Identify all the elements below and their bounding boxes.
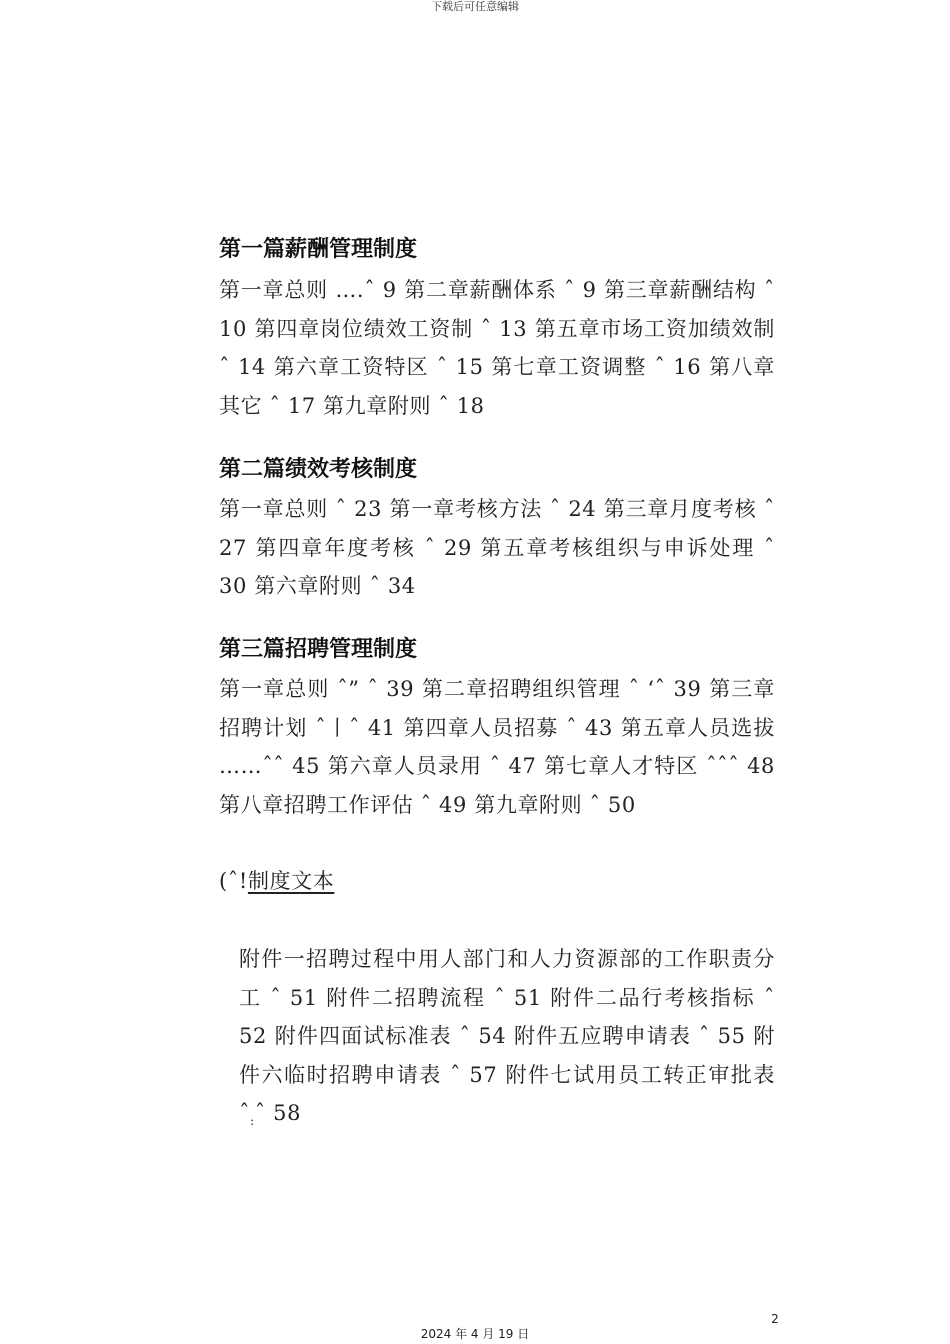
appendix-text-end: ˆ 58	[254, 1101, 302, 1125]
document-text-link[interactable]: 制度文本	[247, 869, 335, 893]
page-number: 2	[771, 1312, 779, 1326]
document-text-prefix: (ˆ!	[219, 869, 248, 893]
appendix-sub-mark: :	[250, 1114, 255, 1129]
toc-recruitment-chapters: 第一章总则 ˆ” ˆ 39 第二章招聘组织管理 ˆ ‘ˆ 39 第三章招聘计划 ˆ丨ˆ 41 第四章人员招募 ˆ 43 第五章人员选拔 ……ˆˆ 45 第六章人员录用 ˆ 47 第七章人才特区 ˆˆˆ 48 第八章招聘工作评估 ˆ 49 第九章附则 ˆ 50	[219, 677, 775, 817]
toc-appendix-list	[239, 940, 775, 1141]
section-title-salary: 第一篇薪酬管理制度	[219, 237, 418, 262]
page-header: 下载后可任意编辑	[431, 0, 519, 13]
document-text-line	[219, 866, 334, 896]
section-title-recruitment: 第三篇招聘管理制度	[219, 637, 418, 662]
toc-salary-chapters: 第一章总则 ….ˆ 9 第二章薪酬体系 ˆ 9 第三章薪酬结构 ˆ 10 第四章岗位绩效工资制 ˆ 13 第五章市场工资加绩效制 ˆ 14 第六章工资特区 ˆ 15 第七章工资调整 ˆ 16 第八章其它 ˆ 17 第九章附则 ˆ 18	[219, 278, 775, 418]
appendix-text: 附件一招聘过程中用人部门和人力资源部的工作职责分工 ˆ 51 附件二招聘流程 ˆ 51 附件二品行考核指标 ˆ 52 附件四面试标准表 ˆ 54 附件五应聘申请表 ˆ 55 附件六临时招聘申请表 ˆ 57 附件七试用员工转正审批表 ˆ	[239, 947, 775, 1125]
section-title-performance: 第二篇绩效考核制度	[219, 457, 418, 482]
toc-performance-chapters: 第一章总则 ˆ 23 第一章考核方法 ˆ 24 第三章月度考核 ˆ 27 第四章年度考核 ˆ 29 第五章考核组织与申诉处理 ˆ 30 第六章附则 ˆ 34	[219, 497, 775, 598]
footer-date: 2024 年 4 月 19 日	[420, 1327, 530, 1341]
